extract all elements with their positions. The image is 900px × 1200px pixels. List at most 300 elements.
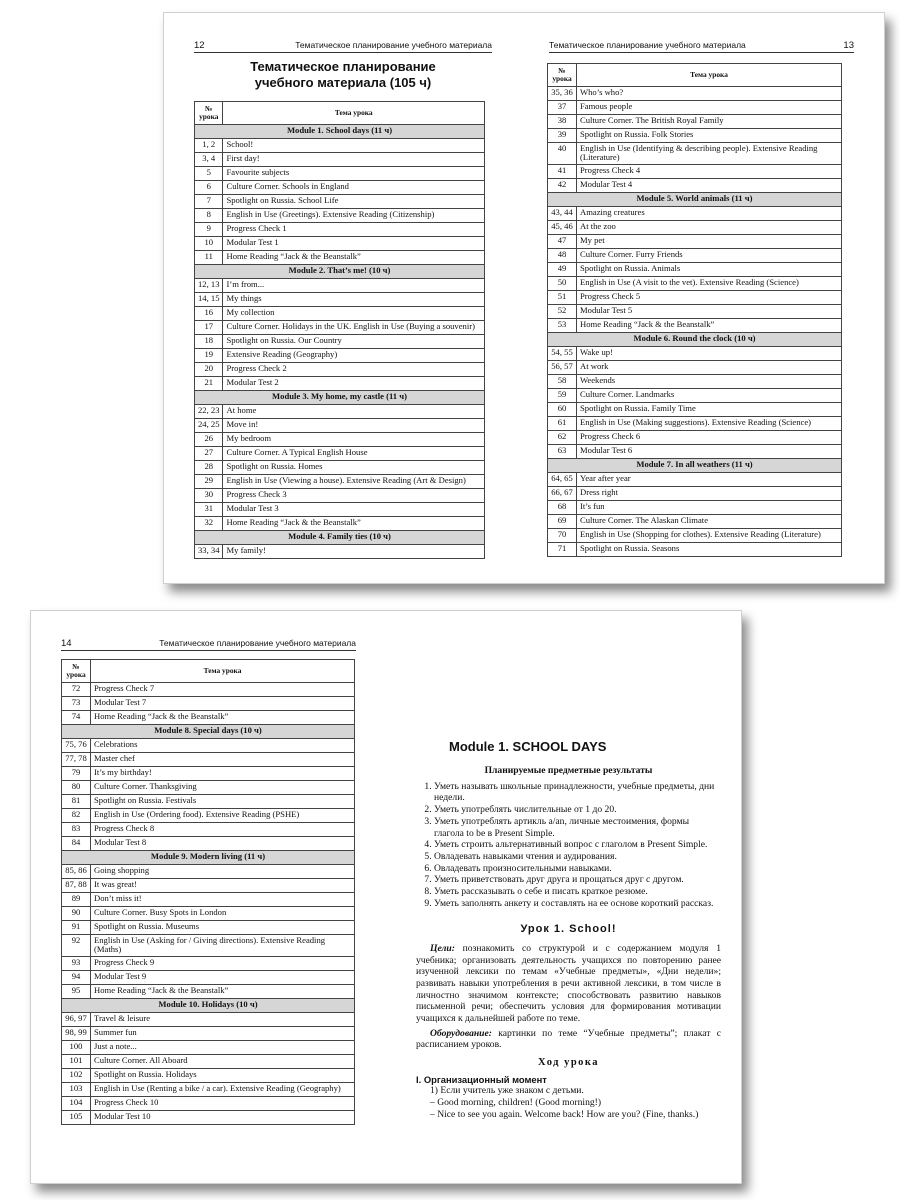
lesson-number: 58	[548, 374, 577, 388]
lesson-number: 37	[548, 101, 577, 115]
procedure-line: – Nice to see you again. Welcome back! How are you? (Fine, thanks.)	[430, 1108, 699, 1120]
running-header	[549, 40, 854, 53]
module-row	[62, 725, 355, 739]
lesson-topic: My things	[223, 293, 485, 307]
section-heading: I. Организационный момент	[416, 1073, 547, 1085]
lesson-number: 101	[62, 1054, 91, 1068]
page-number: 14	[61, 638, 72, 649]
lesson-number: 49	[548, 262, 577, 276]
lesson-topic: Progress Check 1	[223, 223, 485, 237]
table-row	[548, 318, 842, 332]
lesson-topic: Spotlight on Russia. Folk Stories	[577, 129, 842, 143]
lesson-number: 77, 78	[62, 753, 91, 767]
table-row	[195, 335, 485, 349]
result-item: 8. Уметь рассказывать о себе и писать краткое резюме.	[434, 886, 721, 898]
lesson-number: 100	[62, 1040, 91, 1054]
table-row	[62, 683, 355, 697]
lesson-number: 3, 4	[195, 153, 223, 167]
lesson-topic: Spotlight on Russia. Our Country	[223, 335, 485, 349]
lesson-topic: Amazing creatures	[577, 206, 842, 220]
lesson-topic: Spotlight on Russia. Festivals	[91, 795, 355, 809]
lesson-topic: Just a note...	[91, 1040, 355, 1054]
lesson-topic: Modular Test 8	[91, 837, 355, 851]
lesson-number: 105	[62, 1110, 91, 1124]
lesson-number: 27	[195, 447, 223, 461]
table-row	[195, 545, 485, 559]
lesson-topic: Home Reading “Jack & the Beanstalk”	[91, 984, 355, 998]
lesson-table	[194, 101, 485, 559]
goals-paragraph	[416, 943, 721, 1025]
spread-pages-14-15	[30, 610, 742, 1184]
lesson-number: 45, 46	[548, 220, 577, 234]
table-row	[195, 251, 485, 265]
lesson-topic: Progress Check 10	[91, 1096, 355, 1110]
table-row	[548, 346, 842, 360]
lesson-topic: Culture Corner. Furry Friends	[577, 248, 842, 262]
lesson-topic: Culture Corner. All Aboard	[91, 1054, 355, 1068]
table-row	[195, 405, 485, 419]
table-row	[548, 290, 842, 304]
lesson-number: 84	[62, 837, 91, 851]
module-row	[195, 531, 485, 545]
module-heading: Module 9. Modern living (11 ч)	[62, 851, 355, 865]
lesson-topic: Modular Test 1	[223, 237, 485, 251]
lesson-topic: It was great!	[91, 879, 355, 893]
lesson-number: 102	[62, 1068, 91, 1082]
lesson-topic: Spotlight on Russia. Animals	[577, 262, 842, 276]
lesson-number: 17	[195, 321, 223, 335]
lesson-number: 82	[62, 809, 91, 823]
table-row	[548, 262, 842, 276]
running-title: Тематическое планирование учебного материала	[159, 638, 356, 648]
lesson-number: 38	[548, 115, 577, 129]
table-row	[548, 374, 842, 388]
table-row	[548, 360, 842, 374]
lesson-number: 87, 88	[62, 879, 91, 893]
lesson-topic: Home Reading “Jack & the Beanstalk”	[91, 711, 355, 725]
result-item: 2. Уметь употреблять числительные от 1 до 20.	[434, 804, 721, 816]
table-row	[62, 1040, 355, 1054]
table-row	[62, 1082, 355, 1096]
table-row	[195, 517, 485, 531]
table-row	[62, 1096, 355, 1110]
lesson-topic: My pet	[577, 234, 842, 248]
lesson-topic: Home Reading “Jack & the Beanstalk”	[223, 251, 485, 265]
result-item: 5. Овладевать навыками чтения и аудирования.	[434, 851, 721, 863]
lesson-topic: English in Use (Ordering food). Extensive Reading (PSHE)	[91, 809, 355, 823]
lesson-topic: Culture Corner. The Alaskan Climate	[577, 514, 842, 528]
lesson-number: 5	[195, 167, 223, 181]
lesson-topic: English in Use (Renting a bike / a car). Extensive Reading (Geography)	[91, 1082, 355, 1096]
module-row	[548, 458, 842, 472]
lesson-topic: Move in!	[223, 419, 485, 433]
lesson-number: 74	[62, 711, 91, 725]
result-item: 6. Овладевать произносительными навыками.	[434, 863, 721, 875]
lesson-number: 35, 36	[548, 87, 577, 101]
lesson-table	[61, 659, 355, 1125]
lesson-number: 7	[195, 195, 223, 209]
lesson-topic: Progress Check 6	[577, 430, 842, 444]
table-row	[548, 430, 842, 444]
col-header-topic: Тема урока	[91, 660, 355, 683]
lesson-topic: Modular Test 4	[577, 178, 842, 192]
lesson-topic: It’s fun	[577, 500, 842, 514]
lesson-number: 79	[62, 767, 91, 781]
table-row	[62, 1054, 355, 1068]
lesson-number: 41	[548, 164, 577, 178]
lesson-topic: Culture Corner. Busy Spots in London	[91, 907, 355, 921]
table-row	[62, 697, 355, 711]
table-row	[62, 795, 355, 809]
table-row	[62, 907, 355, 921]
lesson-title: Урок 1. School!	[520, 923, 617, 936]
lesson-number: 52	[548, 304, 577, 318]
lesson-number: 72	[62, 683, 91, 697]
lesson-number: 98, 99	[62, 1026, 91, 1040]
table-row	[195, 293, 485, 307]
lesson-topic: My family!	[223, 545, 485, 559]
lesson-topic: Modular Test 5	[577, 304, 842, 318]
table-row	[195, 377, 485, 391]
lesson-topic: Spotlight on Russia. Family Time	[577, 402, 842, 416]
lesson-topic: Dress right	[577, 486, 842, 500]
result-item: 1. Уметь называть школьные принадлежности, учебные предметы, дни недели.	[434, 781, 721, 804]
lesson-topic: English in Use (Identifying & describing people). Extensive Reading (Literature)	[577, 143, 842, 165]
table-row	[62, 823, 355, 837]
lesson-topic: Progress Check 9	[91, 956, 355, 970]
lesson-number: 39	[548, 129, 577, 143]
table-row	[548, 444, 842, 458]
lesson-number: 12, 13	[195, 279, 223, 293]
lesson-number: 104	[62, 1096, 91, 1110]
lesson-topic: Spotlight on Russia. Museums	[91, 921, 355, 935]
table-row	[548, 402, 842, 416]
lesson-table	[547, 63, 842, 557]
table-row	[62, 970, 355, 984]
table-row	[195, 195, 485, 209]
lesson-number: 14, 15	[195, 293, 223, 307]
table-row	[62, 711, 355, 725]
lesson-topic: Culture Corner. Landmarks	[577, 388, 842, 402]
running-title: Тематическое планирование учебного материала	[295, 40, 492, 50]
lesson-topic: Progress Check 3	[223, 489, 485, 503]
module-heading: Module 1. School days (11 ч)	[195, 125, 485, 139]
col-header-number: № урока	[195, 102, 223, 125]
planning-title-line2: учебного материала (105 ч)	[254, 75, 432, 91]
table-row	[195, 223, 485, 237]
lesson-number: 28	[195, 461, 223, 475]
module-heading: Module 10. Holidays (10 ч)	[62, 998, 355, 1012]
lesson-number: 26	[195, 433, 223, 447]
lesson-topic: My bedroom	[223, 433, 485, 447]
table-row	[548, 472, 842, 486]
lesson-topic: Year after year	[577, 472, 842, 486]
lesson-number: 19	[195, 349, 223, 363]
table-row	[195, 363, 485, 377]
lesson-topic: Progress Check 2	[223, 363, 485, 377]
table-row	[548, 143, 842, 165]
module-row	[62, 851, 355, 865]
lesson-number: 24, 25	[195, 419, 223, 433]
lesson-number: 1, 2	[195, 139, 223, 153]
table-row	[62, 893, 355, 907]
table-row	[195, 153, 485, 167]
table-row	[195, 433, 485, 447]
goals-label: Цели:	[430, 942, 455, 954]
module-row	[195, 125, 485, 139]
lesson-number: 22, 23	[195, 405, 223, 419]
lesson-number: 20	[195, 363, 223, 377]
module-heading: Module 4. Family ties (10 ч)	[195, 531, 485, 545]
lesson-topic: At the zoo	[577, 220, 842, 234]
table-row	[195, 475, 485, 489]
lesson-number: 54, 55	[548, 346, 577, 360]
lesson-topic: Spotlight on Russia. School Life	[223, 195, 485, 209]
goals-text: познакомить со структурой и с содержанием модуля 1 учебника; организовать деятельность учащихся по повторению ранее изученной лексики по темам «Учебные предметы», «Дни недели»; развивать навыки употребления в речи активной лексики, в том числе в личностно значимом контексте; способствовать развитию навыков письменной речи; обеспечить условия для формирования мотивации учащихся к дальнейшей работе по теме.	[416, 942, 721, 1025]
lesson-number: 33, 34	[195, 545, 223, 559]
running-title: Тематическое планирование учебного материала	[549, 40, 746, 50]
lesson-number: 30	[195, 489, 223, 503]
table-row	[62, 767, 355, 781]
lesson-topic: Modular Test 10	[91, 1110, 355, 1124]
table-row	[548, 388, 842, 402]
lesson-topic: Culture Corner. Thanksgiving	[91, 781, 355, 795]
module-title: Module 1. SCHOOL DAYS	[449, 739, 607, 754]
lesson-number: 60	[548, 402, 577, 416]
lesson-number: 80	[62, 781, 91, 795]
result-item: 7. Уметь приветствовать друг друга и прощаться друг с другом.	[434, 874, 721, 886]
lesson-topic: Progress Check 8	[91, 823, 355, 837]
lesson-topic: English in Use (A visit to the vet). Extensive Reading (Science)	[577, 276, 842, 290]
lesson-topic: Weekends	[577, 374, 842, 388]
lesson-topic: Summer fun	[91, 1026, 355, 1040]
page-15-text	[416, 761, 721, 1121]
lesson-number: 10	[195, 237, 223, 251]
table-row	[195, 237, 485, 251]
lesson-number: 59	[548, 388, 577, 402]
table-row	[548, 115, 842, 129]
running-header	[194, 40, 492, 53]
lesson-topic: Famous people	[577, 101, 842, 115]
table-row	[195, 307, 485, 321]
col-header-topic: Тема урока	[577, 64, 842, 87]
table-row	[195, 167, 485, 181]
lesson-number: 16	[195, 307, 223, 321]
table-row	[195, 419, 485, 433]
table-row	[62, 935, 355, 957]
module-row	[195, 391, 485, 405]
lesson-number: 83	[62, 823, 91, 837]
page-number: 13	[843, 40, 854, 51]
table-row	[62, 879, 355, 893]
running-header	[61, 638, 356, 651]
table-row	[195, 139, 485, 153]
lesson-topic: Home Reading “Jack & the Beanstalk”	[223, 517, 485, 531]
module-heading: Module 7. In all weathers (11 ч)	[548, 458, 842, 472]
lesson-topic: I’m from...	[223, 279, 485, 293]
module-heading: Module 2. That’s me! (10 ч)	[195, 265, 485, 279]
lesson-number: 40	[548, 143, 577, 165]
table-row	[548, 220, 842, 234]
lesson-number: 75, 76	[62, 739, 91, 753]
module-heading: Module 5. World animals (11 ч)	[548, 192, 842, 206]
lesson-number: 68	[548, 500, 577, 514]
planning-title	[194, 59, 492, 92]
lesson-topic: Celebrations	[91, 739, 355, 753]
module-heading: Module 8. Special days (10 ч)	[62, 725, 355, 739]
lesson-topic: Progress Check 7	[91, 683, 355, 697]
lesson-number: 43, 44	[548, 206, 577, 220]
table-row	[548, 248, 842, 262]
table-row	[195, 321, 485, 335]
table-row	[195, 461, 485, 475]
lesson-number: 48	[548, 248, 577, 262]
table-row	[548, 542, 842, 556]
table-row	[548, 234, 842, 248]
col-header-topic: Тема урока	[223, 102, 485, 125]
lesson-topic: English in Use (Asking for / Giving directions). Extensive Reading (Maths)	[91, 935, 355, 957]
table-row	[62, 837, 355, 851]
lesson-topic: Progress Check 4	[577, 164, 842, 178]
lesson-topic: English in Use (Shopping for clothes). Extensive Reading (Literature)	[577, 528, 842, 542]
page-number: 12	[194, 40, 205, 51]
table-row	[195, 279, 485, 293]
lesson-number: 21	[195, 377, 223, 391]
lesson-number: 8	[195, 209, 223, 223]
result-item: 4. Уметь строить альтернативный вопрос с глаголом в Present Simple.	[434, 839, 721, 851]
lesson-number: 66, 67	[548, 486, 577, 500]
table-row	[195, 181, 485, 195]
table-row	[548, 178, 842, 192]
table-row	[62, 1110, 355, 1124]
lesson-number: 64, 65	[548, 472, 577, 486]
table-row	[548, 486, 842, 500]
lesson-number: 18	[195, 335, 223, 349]
lesson-topic: English in Use (Viewing a house). Extensive Reading (Art & Design)	[223, 475, 485, 489]
lesson-topic: Progress Check 5	[577, 290, 842, 304]
spread-pages-12-13	[163, 12, 885, 584]
lesson-number: 96, 97	[62, 1012, 91, 1026]
lesson-number: 91	[62, 921, 91, 935]
procedure-heading: Ход урока	[537, 1057, 600, 1069]
lesson-topic: At home	[223, 405, 485, 419]
lesson-topic: Favourite subjects	[223, 167, 485, 181]
lesson-topic: Culture Corner. Holidays in the UK. English in Use (Buying a souvenir)	[223, 321, 485, 335]
lesson-topic: Spotlight on Russia. Holidays	[91, 1068, 355, 1082]
lesson-number: 6	[195, 181, 223, 195]
lesson-number: 42	[548, 178, 577, 192]
lesson-number: 9	[195, 223, 223, 237]
lesson-number: 62	[548, 430, 577, 444]
module-row	[548, 332, 842, 346]
lesson-topic: Going shopping	[91, 865, 355, 879]
planning-title-line1: Тематическое планирование	[250, 59, 436, 74]
table-row	[195, 447, 485, 461]
lesson-topic: Culture Corner. The British Royal Family	[577, 115, 842, 129]
lesson-number: 70	[548, 528, 577, 542]
table-row	[62, 1012, 355, 1026]
table-row	[62, 1026, 355, 1040]
lesson-topic: Travel & leisure	[91, 1012, 355, 1026]
lesson-number: 95	[62, 984, 91, 998]
lesson-number: 71	[548, 542, 577, 556]
lesson-topic: Modular Test 7	[91, 697, 355, 711]
table-row	[548, 101, 842, 115]
lesson-topic: Spotlight on Russia. Homes	[223, 461, 485, 475]
lesson-number: 89	[62, 893, 91, 907]
equipment-paragraph	[416, 1028, 721, 1051]
lesson-number: 11	[195, 251, 223, 265]
lesson-number: 50	[548, 276, 577, 290]
lesson-topic: Culture Corner. Schools in England	[223, 181, 485, 195]
lesson-number: 31	[195, 503, 223, 517]
table-row	[548, 528, 842, 542]
table-row	[548, 500, 842, 514]
table-row	[548, 87, 842, 101]
lesson-number: 63	[548, 444, 577, 458]
results-list	[416, 781, 721, 910]
table-row	[548, 416, 842, 430]
table-row	[62, 956, 355, 970]
lesson-topic: My collection	[223, 307, 485, 321]
lesson-topic: Spotlight on Russia. Seasons	[577, 542, 842, 556]
lesson-number: 93	[62, 956, 91, 970]
lesson-number: 47	[548, 234, 577, 248]
table-row	[62, 865, 355, 879]
table-row	[62, 753, 355, 767]
lesson-number: 51	[548, 290, 577, 304]
table-row	[548, 129, 842, 143]
lesson-number: 69	[548, 514, 577, 528]
lesson-topic: Extensive Reading (Geography)	[223, 349, 485, 363]
col-header-number: № урока	[62, 660, 91, 683]
lesson-number: 73	[62, 697, 91, 711]
col-header-number: № урока	[548, 64, 577, 87]
table-row	[62, 739, 355, 753]
lesson-topic: It’s my birthday!	[91, 767, 355, 781]
lesson-topic: Modular Test 3	[223, 503, 485, 517]
lesson-number: 90	[62, 907, 91, 921]
procedure-line: – Good morning, children! (Good morning!)	[430, 1097, 602, 1109]
lesson-topic: Home Reading “Jack & the Beanstalk”	[577, 318, 842, 332]
result-item: 3. Уметь употреблять артикль a/an, личные местоимения, формы глагола to be в Present Simple.	[434, 816, 721, 839]
table-row	[548, 206, 842, 220]
module-row	[195, 265, 485, 279]
equipment-label: Оборудование:	[430, 1027, 492, 1039]
result-item: 9. Уметь заполнять анкету и составлять на ее основе короткий рассказ.	[434, 898, 721, 910]
lesson-number: 32	[195, 517, 223, 531]
lesson-topic: School!	[223, 139, 485, 153]
lesson-number: 53	[548, 318, 577, 332]
procedure-line: 1) Если учитель уже знаком с детьми.	[430, 1085, 584, 1097]
lesson-topic: Modular Test 9	[91, 970, 355, 984]
lesson-number: 61	[548, 416, 577, 430]
lesson-topic: At work	[577, 360, 842, 374]
lesson-number: 56, 57	[548, 360, 577, 374]
lesson-number: 92	[62, 935, 91, 957]
lesson-topic: Who’s who?	[577, 87, 842, 101]
lesson-number: 85, 86	[62, 865, 91, 879]
table-row	[195, 489, 485, 503]
equipment-text: картинки по теме “Учебные предметы”; плакат с расписанием уроков.	[416, 1027, 721, 1051]
table-row	[62, 984, 355, 998]
lesson-number: 103	[62, 1082, 91, 1096]
module-row	[62, 998, 355, 1012]
table-row	[548, 514, 842, 528]
table-row	[548, 304, 842, 318]
lesson-topic: Modular Test 6	[577, 444, 842, 458]
table-row	[62, 809, 355, 823]
